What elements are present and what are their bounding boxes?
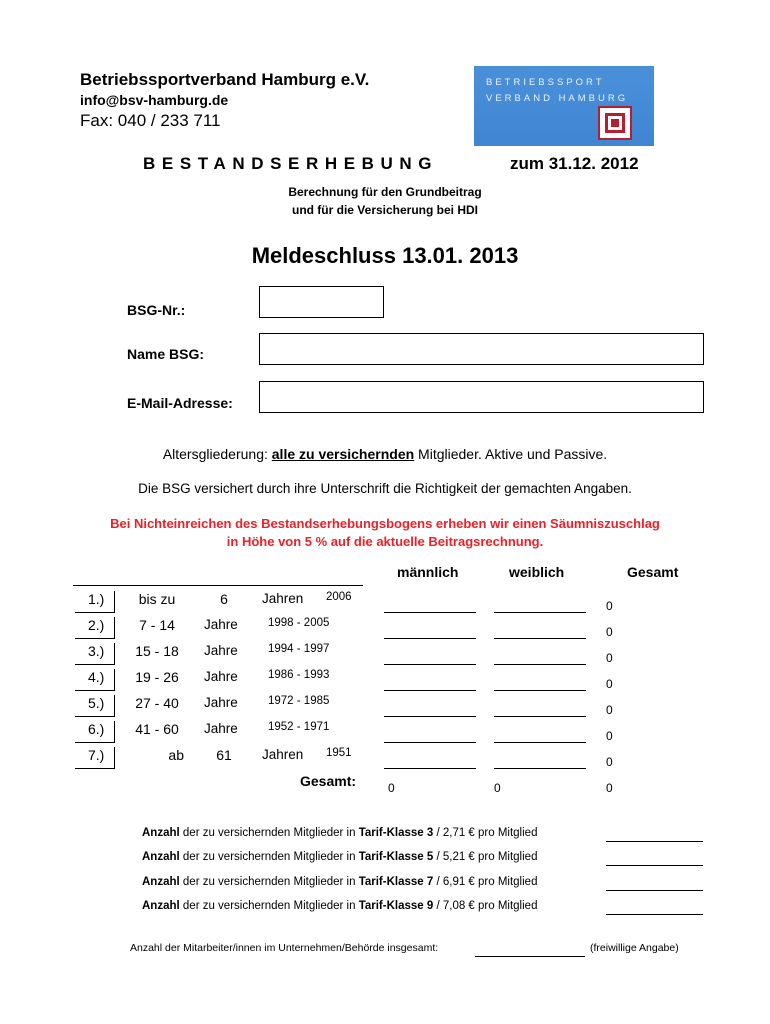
logo-text-line-1: BETRIEBSSPORT xyxy=(486,77,605,88)
tariff-class-name: Tarif-Klasse 9 xyxy=(358,900,434,912)
optional-note: (freiwillige Angabe) xyxy=(590,942,679,954)
age-unit: Jahre xyxy=(204,695,238,710)
row-total: 0 xyxy=(606,599,613,613)
row-number: 1.) xyxy=(75,591,115,613)
tariff-class-label xyxy=(142,876,537,888)
female-count-field[interactable] xyxy=(494,742,586,743)
total-all: 0 xyxy=(606,781,613,795)
age-note-emphasis: alle zu versichernden xyxy=(271,446,415,462)
row-total: 0 xyxy=(606,755,613,769)
birth-years: 2006 xyxy=(326,591,352,603)
row-number: 5.) xyxy=(75,695,115,717)
tariff-price: / 2,71 € pro Mitglied xyxy=(433,827,538,839)
tariff-count-word: Anzahl xyxy=(142,827,180,839)
female-count-field[interactable] xyxy=(494,664,586,665)
birth-years: 1952 - 1971 xyxy=(268,721,330,733)
row-total: 0 xyxy=(606,677,613,691)
male-count-field[interactable] xyxy=(384,716,476,717)
age-unit: Jahre xyxy=(204,643,238,658)
table-row xyxy=(0,617,770,643)
table-row xyxy=(0,643,770,669)
column-header-total: Gesamt xyxy=(627,564,679,580)
tariff-description: der zu versichernden Mitglieder in xyxy=(179,827,359,839)
name-bsg-input[interactable] xyxy=(259,333,704,365)
male-count-field[interactable] xyxy=(384,690,476,691)
tariff-count-word: Anzahl xyxy=(142,876,180,888)
tariff-count-field[interactable] xyxy=(606,841,703,842)
confirmation-note: Die BSG versichert durch ihre Unterschrift die Richtigkeit der gemachten Angaben. xyxy=(138,481,632,496)
tariff-class-name: Tarif-Klasse 3 xyxy=(358,827,434,839)
female-count-field[interactable] xyxy=(494,768,586,769)
age-unit: Jahren xyxy=(262,591,304,606)
row-number: 4.) xyxy=(75,669,115,691)
age-value: 6 xyxy=(220,591,228,607)
tariff-class-name: Tarif-Klasse 7 xyxy=(358,876,434,888)
tariff-class-label xyxy=(142,827,537,839)
name-bsg-label: Name BSG: xyxy=(127,346,205,362)
tariff-class-label xyxy=(142,900,537,912)
table-row xyxy=(0,695,770,721)
tariff-class-name: Tarif-Klasse 5 xyxy=(358,851,434,863)
bsg-nr-input[interactable] xyxy=(259,286,384,318)
male-count-field[interactable] xyxy=(384,768,476,769)
age-unit: Jahre xyxy=(204,617,238,632)
warning-line-1: Bei Nichteinreichen des Bestandserhebungsbogens erheben wir einen Säumniszuschlag xyxy=(110,516,660,531)
employee-count-field[interactable] xyxy=(475,956,585,957)
tariff-price: / 6,91 € pro Mitglied xyxy=(433,876,538,888)
total-label: Gesamt: xyxy=(300,773,357,789)
age-range: 19 - 26 xyxy=(135,669,179,685)
row-number: 2.) xyxy=(75,617,115,639)
organization-name: Betriebssportverband Hamburg e.V. xyxy=(80,70,370,89)
birth-years: 1972 - 1985 xyxy=(268,695,330,707)
tariff-description: der zu versichernden Mitglieder in xyxy=(179,876,359,888)
organization-email: info@bsv-hamburg.de xyxy=(80,92,229,108)
age-note-suffix: Mitglieder. Aktive und Passive. xyxy=(414,446,608,462)
age-range: 27 - 40 xyxy=(135,695,179,711)
age-range: 7 - 14 xyxy=(139,617,175,633)
subtitle-line-2: und für die Versicherung bei HDI xyxy=(291,203,479,217)
employee-count-label: Anzahl der Mitarbeiter/innen im Unternehmen/Behörde insgesamt: xyxy=(130,942,439,954)
birth-years: 1998 - 2005 xyxy=(268,617,330,629)
age-range: 15 - 18 xyxy=(135,643,179,659)
column-header-male: männlich xyxy=(397,564,459,580)
column-header-female: weiblich xyxy=(509,564,565,580)
bsv-logo xyxy=(474,66,654,146)
female-count-field[interactable] xyxy=(494,716,586,717)
row-total: 0 xyxy=(606,703,613,717)
male-count-field[interactable] xyxy=(384,638,476,639)
male-count-field[interactable] xyxy=(384,742,476,743)
survey-date: zum 31.12. 2012 xyxy=(510,154,639,173)
tariff-price: / 5,21 € pro Mitglied xyxy=(433,851,538,863)
age-range: 41 - 60 xyxy=(135,721,179,737)
age-unit: Jahre xyxy=(204,721,238,736)
total-female: 0 xyxy=(494,781,501,795)
subtitle-line-1: Berechnung für den Grundbeitrag xyxy=(288,185,482,199)
row-number: 7.) xyxy=(75,747,115,769)
age-range: bis zu xyxy=(138,591,176,607)
deadline-heading: Meldeschluss 13.01. 2013 xyxy=(251,243,519,268)
tariff-count-word: Anzahl xyxy=(142,851,180,863)
email-input[interactable] xyxy=(259,381,704,413)
tariff-class-label xyxy=(142,851,537,863)
female-count-field[interactable] xyxy=(494,690,586,691)
female-count-field[interactable] xyxy=(494,638,586,639)
age-range: ab xyxy=(168,747,184,763)
age-structure-note xyxy=(0,446,770,462)
tariff-count-word: Anzahl xyxy=(142,900,180,912)
row-total: 0 xyxy=(606,729,613,743)
row-number: 6.) xyxy=(75,721,115,743)
age-note-prefix: Altersgliederung: xyxy=(162,446,272,462)
emblem-icon xyxy=(598,106,632,140)
survey-title: BESTANDSERHEBUNG xyxy=(143,154,439,173)
bsg-nr-label: BSG-Nr.: xyxy=(127,302,186,318)
logo-text-line-2: VERBAND HAMBURG xyxy=(486,93,629,104)
male-count-field[interactable] xyxy=(384,664,476,665)
female-count-field[interactable] xyxy=(494,612,586,613)
birth-years: 1994 - 1997 xyxy=(268,643,330,655)
email-label: E-Mail-Adresse: xyxy=(127,395,233,411)
table-row xyxy=(0,747,770,773)
birth-years: 1986 - 1993 xyxy=(268,669,330,681)
age-unit: Jahren xyxy=(262,747,304,762)
tariff-count-field[interactable] xyxy=(606,865,703,866)
male-count-field[interactable] xyxy=(384,612,476,613)
tariff-count-field[interactable] xyxy=(606,890,703,891)
age-value: 61 xyxy=(216,747,232,763)
row-total: 0 xyxy=(606,651,613,665)
age-unit: Jahre xyxy=(204,669,238,684)
table-row xyxy=(0,591,770,617)
tariff-description: der zu versichernden Mitglieder in xyxy=(179,851,359,863)
total-male: 0 xyxy=(388,781,395,795)
tariff-description: der zu versichernden Mitglieder in xyxy=(179,900,359,912)
warning-line-2: in Höhe von 5 % auf die aktuelle Beitragsrechnung. xyxy=(226,534,544,549)
table-row xyxy=(0,721,770,747)
row-number: 3.) xyxy=(75,643,115,665)
birth-years: 1951 xyxy=(326,747,352,759)
tariff-price: / 7,08 € pro Mitglied xyxy=(433,900,538,912)
tariff-count-field[interactable] xyxy=(606,914,703,915)
organization-fax: Fax: 040 / 233 711 xyxy=(80,111,221,130)
row-total: 0 xyxy=(606,625,613,639)
table-header-divider xyxy=(73,585,363,586)
table-row xyxy=(0,669,770,695)
